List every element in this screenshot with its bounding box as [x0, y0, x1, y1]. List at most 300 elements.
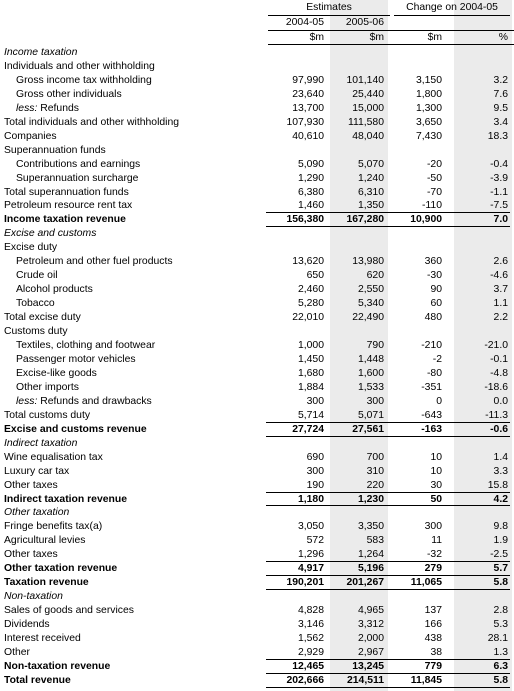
row-label-text: Total individuals and other withholding	[4, 116, 180, 128]
change-amount: 279	[424, 563, 442, 575]
value-2005-06: 5,196	[357, 563, 384, 575]
value-2004-05: 13,700	[292, 102, 324, 114]
change-percent: 5.8	[493, 674, 508, 686]
change-amount: 3,650	[415, 116, 442, 128]
row-label	[16, 102, 79, 116]
row-label	[4, 241, 57, 255]
row-label-text: Luxury car tax	[4, 465, 70, 477]
change-amount: 11,065	[410, 577, 442, 589]
value-2004-05: 13,620	[292, 256, 324, 268]
row-label-text: Total superannuation funds	[4, 186, 129, 198]
row-label-text: Petroleum resource rent tax	[4, 200, 133, 212]
change-percent: 5.3	[493, 619, 508, 631]
change-amount: 360	[424, 256, 442, 268]
table-row	[0, 660, 514, 674]
value-2004-05: 97,990	[292, 74, 324, 86]
row-label	[4, 116, 179, 130]
value-2005-06: 13,980	[352, 256, 384, 268]
table-row	[0, 604, 514, 618]
row-label-text: Excise-like goods	[16, 367, 97, 379]
value-2004-05: 107,930	[286, 116, 324, 128]
row-label	[4, 576, 89, 590]
change-amount: 480	[424, 312, 442, 324]
row-label-text: Sales of goods and services	[4, 605, 134, 617]
row-label	[4, 451, 103, 465]
row-label-text: Passenger motor vehicles	[16, 353, 136, 365]
table-row	[0, 339, 514, 353]
value-2005-06: 6,310	[357, 186, 384, 198]
row-label	[4, 632, 81, 646]
change-amount: -30	[426, 270, 442, 282]
row-label	[16, 283, 93, 297]
change-percent: 7.6	[493, 88, 508, 100]
change-amount: -643	[421, 409, 442, 421]
row-label-text: Indirect taxation revenue	[4, 493, 127, 505]
value-2004-05: 190,201	[286, 577, 324, 589]
change-percent: -21.0	[484, 340, 508, 352]
change-amount: 779	[424, 660, 442, 672]
value-2005-06: 1,240	[357, 172, 384, 184]
change-percent: 0.0	[493, 395, 508, 407]
value-2004-05: 1,290	[297, 172, 324, 184]
change-amount: -2	[432, 353, 442, 365]
row-label	[4, 520, 102, 534]
row-label-text: Total excise duty	[4, 312, 81, 324]
change-amount: 38	[430, 646, 442, 658]
value-2004-05: 3,146	[297, 619, 324, 631]
change-amount: -32	[426, 549, 442, 561]
change-percent: 3.7	[493, 284, 508, 296]
value-2004-05: 300	[306, 465, 324, 477]
row-label-text: Textiles, clothing and footwear	[16, 340, 156, 352]
row-label-text: Companies	[4, 130, 57, 142]
table-row	[0, 562, 514, 576]
value-2005-06: 700	[366, 451, 384, 463]
row-label-text: Agricultural levies	[4, 535, 86, 547]
change-amount: 10	[430, 465, 442, 477]
row-label	[16, 74, 152, 88]
change-amount: -20	[426, 158, 442, 170]
value-2005-06: 220	[366, 479, 384, 491]
table-row	[0, 493, 514, 507]
table-row	[0, 534, 514, 548]
table-row	[0, 465, 514, 479]
table-row	[0, 199, 514, 213]
change-percent: 5.8	[493, 577, 508, 589]
value-2005-06: 1,264	[357, 549, 384, 561]
row-label-prefix: less:	[16, 395, 38, 407]
change-amount: 30	[430, 479, 442, 491]
row-label-text: Other	[4, 646, 30, 658]
change-amount: -80	[426, 367, 442, 379]
row-label	[4, 534, 85, 548]
value-2005-06: 1,448	[357, 353, 384, 365]
row-label-prefix: less:	[16, 102, 38, 114]
change-amount: 1,300	[415, 102, 442, 114]
value-2004-05: 650	[306, 270, 324, 282]
table-row	[0, 325, 514, 339]
value-2005-06: 5,340	[357, 298, 384, 310]
value-2005-06: 300	[366, 395, 384, 407]
row-label-text: Total customs duty	[4, 409, 91, 421]
row-label	[4, 618, 50, 632]
row-label	[4, 199, 132, 213]
row-label	[4, 562, 117, 576]
row-label	[4, 325, 68, 339]
value-2004-05: 22,010	[292, 312, 324, 324]
value-2005-06: 201,267	[346, 577, 384, 589]
value-2004-05: 6,380	[297, 186, 324, 198]
change-percent: 1.3	[493, 646, 508, 658]
value-2004-05: 1,680	[297, 367, 324, 379]
header-bottom-rule	[268, 44, 514, 45]
table-row	[0, 102, 514, 116]
table-row	[0, 590, 514, 604]
table-row	[0, 506, 514, 520]
change-percent: -0.6	[490, 423, 508, 435]
change-percent: -11.3	[485, 409, 508, 421]
row-label	[4, 548, 58, 562]
change-percent: 3.2	[493, 74, 508, 86]
table-row	[0, 367, 514, 381]
value-2004-05: 5,714	[297, 409, 324, 421]
row-label	[16, 172, 138, 186]
row-label-text: Petroleum and other fuel products	[16, 256, 173, 268]
table-row	[0, 116, 514, 130]
value-2005-06: 2,000	[357, 633, 384, 645]
change-amount: 438	[424, 633, 442, 645]
table-row	[0, 311, 514, 325]
table-row	[0, 632, 514, 646]
row-label	[4, 604, 134, 618]
row-label-text: Other taxes	[4, 479, 58, 491]
row-label	[16, 395, 152, 409]
value-2004-05: 40,610	[292, 130, 324, 142]
row-label	[4, 493, 127, 507]
table-row	[0, 46, 514, 60]
row-label	[16, 367, 97, 381]
row-label-text: Tobacco	[16, 298, 55, 310]
revenue-table-body	[0, 46, 514, 688]
value-2005-06: 5,070	[357, 158, 384, 170]
value-2004-05: 1,460	[297, 200, 324, 212]
row-label	[16, 88, 122, 102]
value-2004-05: 5,090	[297, 158, 324, 170]
row-label	[4, 60, 155, 74]
value-2004-05: 190	[306, 479, 324, 491]
row-label	[4, 646, 30, 660]
change-percent: 18.3	[487, 130, 508, 142]
change-percent: 5.7	[493, 563, 508, 575]
value-2004-05: 5,280	[297, 298, 324, 310]
value-2004-05: 690	[306, 451, 324, 463]
change-amount: 300	[424, 521, 442, 533]
change-amount: 166	[424, 619, 442, 631]
estimates-heading: Estimates	[306, 2, 352, 13]
change-percent: 15.8	[487, 479, 508, 491]
change-percent: 3.3	[493, 465, 508, 477]
value-2004-05: 156,380	[286, 214, 324, 226]
table-row	[0, 241, 514, 255]
table-row	[0, 255, 514, 269]
change-percent: 1.9	[493, 535, 508, 547]
table-row	[0, 451, 514, 465]
table-row	[0, 646, 514, 660]
row-label	[16, 353, 136, 367]
row-label-text: Interest received	[4, 633, 81, 645]
table-row	[0, 437, 514, 451]
change-percent: 2.6	[493, 256, 508, 268]
row-label-text: Non-taxation revenue	[4, 660, 111, 672]
row-label-text: Refunds	[37, 102, 79, 114]
value-2005-06: 13,245	[352, 660, 384, 672]
row-label	[16, 255, 173, 269]
change-percent: 7.0	[493, 214, 508, 226]
table-row	[0, 618, 514, 632]
change-heading: Change on 2004-05	[406, 2, 498, 13]
row-label-text: Other imports	[16, 381, 79, 393]
table-row	[0, 409, 514, 423]
row-label-text: Contributions and earnings	[16, 158, 141, 170]
row-label	[4, 506, 69, 520]
change-percent: -18.6	[484, 381, 508, 393]
estimates-underline	[268, 15, 390, 16]
row-label-text: Gross income tax withholding	[16, 74, 152, 86]
value-2005-06: 101,140	[346, 74, 384, 86]
value-2005-06: 167,280	[346, 214, 384, 226]
change-percent: 9.5	[493, 102, 508, 114]
change-amount: 10	[430, 451, 442, 463]
row-label-text: Non-taxation	[4, 591, 63, 603]
value-2005-06: 3,350	[357, 521, 384, 533]
change-amount: 10,900	[410, 214, 442, 226]
table-row	[0, 158, 514, 172]
change-amount: 90	[430, 284, 442, 296]
row-label	[4, 660, 110, 674]
value-2005-06: 583	[366, 535, 384, 547]
value-2005-06: 1,533	[357, 381, 384, 393]
table-row	[0, 227, 514, 241]
table-row	[0, 186, 514, 200]
unit-heading-2: $m	[369, 32, 384, 43]
value-2004-05: 300	[306, 395, 324, 407]
table-row	[0, 548, 514, 562]
value-2004-05: 1,562	[297, 633, 324, 645]
change-percent: 1.4	[493, 451, 508, 463]
value-2004-05: 3,050	[297, 521, 324, 533]
value-2004-05: 1,884	[297, 381, 324, 393]
change-percent: -0.4	[490, 158, 508, 170]
value-2004-05: 23,640	[292, 88, 324, 100]
row-label	[4, 186, 129, 200]
row-label-text: Superannuation surcharge	[16, 172, 139, 184]
row-label	[4, 479, 58, 493]
change-percent: -0.1	[490, 353, 508, 365]
table-row	[0, 395, 514, 409]
change-amount: 137	[424, 605, 442, 617]
row-label-text: Gross other individuals	[16, 88, 122, 100]
change-amount: -210	[421, 340, 442, 352]
value-2004-05: 2,460	[297, 284, 324, 296]
change-percent: 2.2	[493, 312, 508, 324]
row-label	[4, 465, 69, 479]
row-label-text: Excise duty	[4, 242, 58, 254]
row-label-text: Income taxation revenue	[4, 214, 126, 226]
value-2004-05: 4,828	[297, 605, 324, 617]
change-percent: 28.1	[487, 633, 508, 645]
change-amount: -50	[426, 172, 442, 184]
row-label	[4, 213, 126, 227]
change-amount: 1,800	[415, 88, 442, 100]
table-row	[0, 269, 514, 283]
value-2004-05: 2,929	[297, 646, 324, 658]
row-label-text: Total revenue	[4, 674, 71, 686]
value-2005-06: 22,490	[352, 312, 384, 324]
value-2004-05: 1,180	[297, 493, 324, 505]
table-row	[0, 297, 514, 311]
row-label-text: Excise and customs revenue	[4, 423, 147, 435]
change-percent: -4.6	[490, 270, 508, 282]
table-row	[0, 520, 514, 534]
row-label	[4, 409, 90, 423]
value-2005-06: 2,967	[357, 646, 384, 658]
change-percent: 2.8	[493, 605, 508, 617]
change-amount: 60	[430, 298, 442, 310]
value-2005-06: 1,350	[357, 200, 384, 212]
row-label	[4, 311, 81, 325]
table-row	[0, 144, 514, 158]
row-label-text: Crude oil	[16, 270, 58, 282]
unit-heading-4: %	[498, 32, 508, 43]
change-amount: 7,430	[415, 130, 442, 142]
change-percent: -7.5	[490, 200, 508, 212]
row-label-text: Other taxation	[4, 507, 70, 519]
header-rule	[268, 30, 514, 31]
table-row	[0, 353, 514, 367]
row-label-text: Dividends	[4, 619, 50, 631]
value-2005-06: 111,580	[347, 116, 384, 128]
row-label-text: Other taxes	[4, 549, 58, 561]
table-row	[0, 674, 514, 688]
row-label-text: Customs duty	[4, 326, 68, 338]
row-label	[16, 297, 55, 311]
table-row	[0, 172, 514, 186]
table-row	[0, 283, 514, 297]
value-2005-06: 5,071	[357, 409, 384, 421]
row-label	[4, 227, 96, 241]
change-percent: -4.8	[490, 367, 508, 379]
year-2005-06-heading: 2005-06	[345, 17, 384, 28]
value-2004-05: 1,296	[297, 549, 324, 561]
value-2004-05: 1,450	[297, 353, 324, 365]
row-label-text: Income taxation	[4, 47, 78, 58]
value-2005-06: 25,440	[352, 88, 384, 100]
change-percent: 4.2	[493, 493, 508, 505]
row-label	[4, 144, 106, 158]
table-row	[0, 381, 514, 395]
table-row	[0, 88, 514, 102]
change-percent: 3.4	[493, 116, 508, 128]
value-2005-06: 790	[366, 340, 384, 352]
unit-heading-1: $m	[309, 32, 324, 43]
change-percent: 6.3	[493, 660, 508, 672]
value-2005-06: 620	[366, 270, 384, 282]
value-2005-06: 214,511	[347, 674, 384, 686]
change-percent: -3.9	[490, 172, 508, 184]
table-row	[0, 576, 514, 590]
change-underline	[394, 15, 510, 16]
change-amount: 0	[436, 395, 442, 407]
table-row	[0, 130, 514, 144]
row-label	[4, 46, 77, 60]
row-label	[4, 674, 71, 688]
row-label	[4, 590, 63, 604]
table-row	[0, 213, 514, 227]
row-label-text: Alcohol products	[16, 284, 93, 296]
value-2005-06: 4,965	[357, 605, 384, 617]
value-2005-06: 1,230	[357, 493, 384, 505]
row-label-text: Wine equalisation tax	[4, 451, 103, 463]
change-amount: -163	[421, 423, 442, 435]
row-label	[16, 339, 155, 353]
change-percent: -2.5	[490, 549, 508, 561]
value-2005-06: 2,550	[357, 284, 384, 296]
row-label	[4, 423, 147, 437]
change-percent: -1.1	[490, 186, 508, 198]
row-label	[16, 158, 140, 172]
value-2004-05: 4,917	[297, 563, 324, 575]
value-2005-06: 27,561	[352, 423, 384, 435]
value-2004-05: 12,465	[292, 660, 324, 672]
value-2004-05: 202,666	[286, 674, 324, 686]
change-amount: -110	[421, 200, 442, 212]
value-2005-06: 1,600	[357, 367, 384, 379]
change-amount: -351	[421, 381, 442, 393]
value-2005-06: 310	[366, 465, 384, 477]
row-label-text: Excise and customs	[4, 228, 97, 240]
change-amount: 50	[430, 493, 442, 505]
change-amount: -70	[426, 186, 442, 198]
row-label-text: Fringe benefits tax(a)	[4, 521, 103, 533]
row-label	[4, 437, 77, 451]
year-2004-05-heading: 2004-05	[285, 17, 324, 28]
row-label-text: Refunds and drawbacks	[37, 395, 152, 407]
value-2004-05: 27,724	[292, 423, 324, 435]
value-2004-05: 1,000	[297, 340, 324, 352]
row-label-text: Indirect taxation	[4, 437, 78, 449]
value-2005-06: 3,312	[357, 619, 384, 631]
value-2004-05: 572	[306, 535, 324, 547]
row-label	[4, 130, 57, 144]
table-row	[0, 74, 514, 88]
unit-heading-3: $m	[427, 32, 442, 43]
change-amount: 3,150	[415, 74, 442, 86]
row-label-text: Individuals and other withholding	[4, 60, 155, 72]
row-label	[16, 381, 79, 395]
table-row	[0, 60, 514, 74]
value-2005-06: 15,000	[352, 102, 384, 114]
change-percent: 1.1	[493, 298, 508, 310]
change-amount: 11	[431, 535, 442, 547]
row-label	[16, 269, 58, 283]
row-label-text: Taxation revenue	[4, 577, 89, 589]
change-percent: 9.8	[493, 521, 508, 533]
row-label-text: Other taxation revenue	[4, 563, 118, 575]
row-label-text: Superannuation funds	[4, 144, 106, 156]
value-2005-06: 48,040	[352, 130, 384, 142]
change-amount: 11,845	[410, 674, 442, 686]
table-row	[0, 423, 514, 437]
